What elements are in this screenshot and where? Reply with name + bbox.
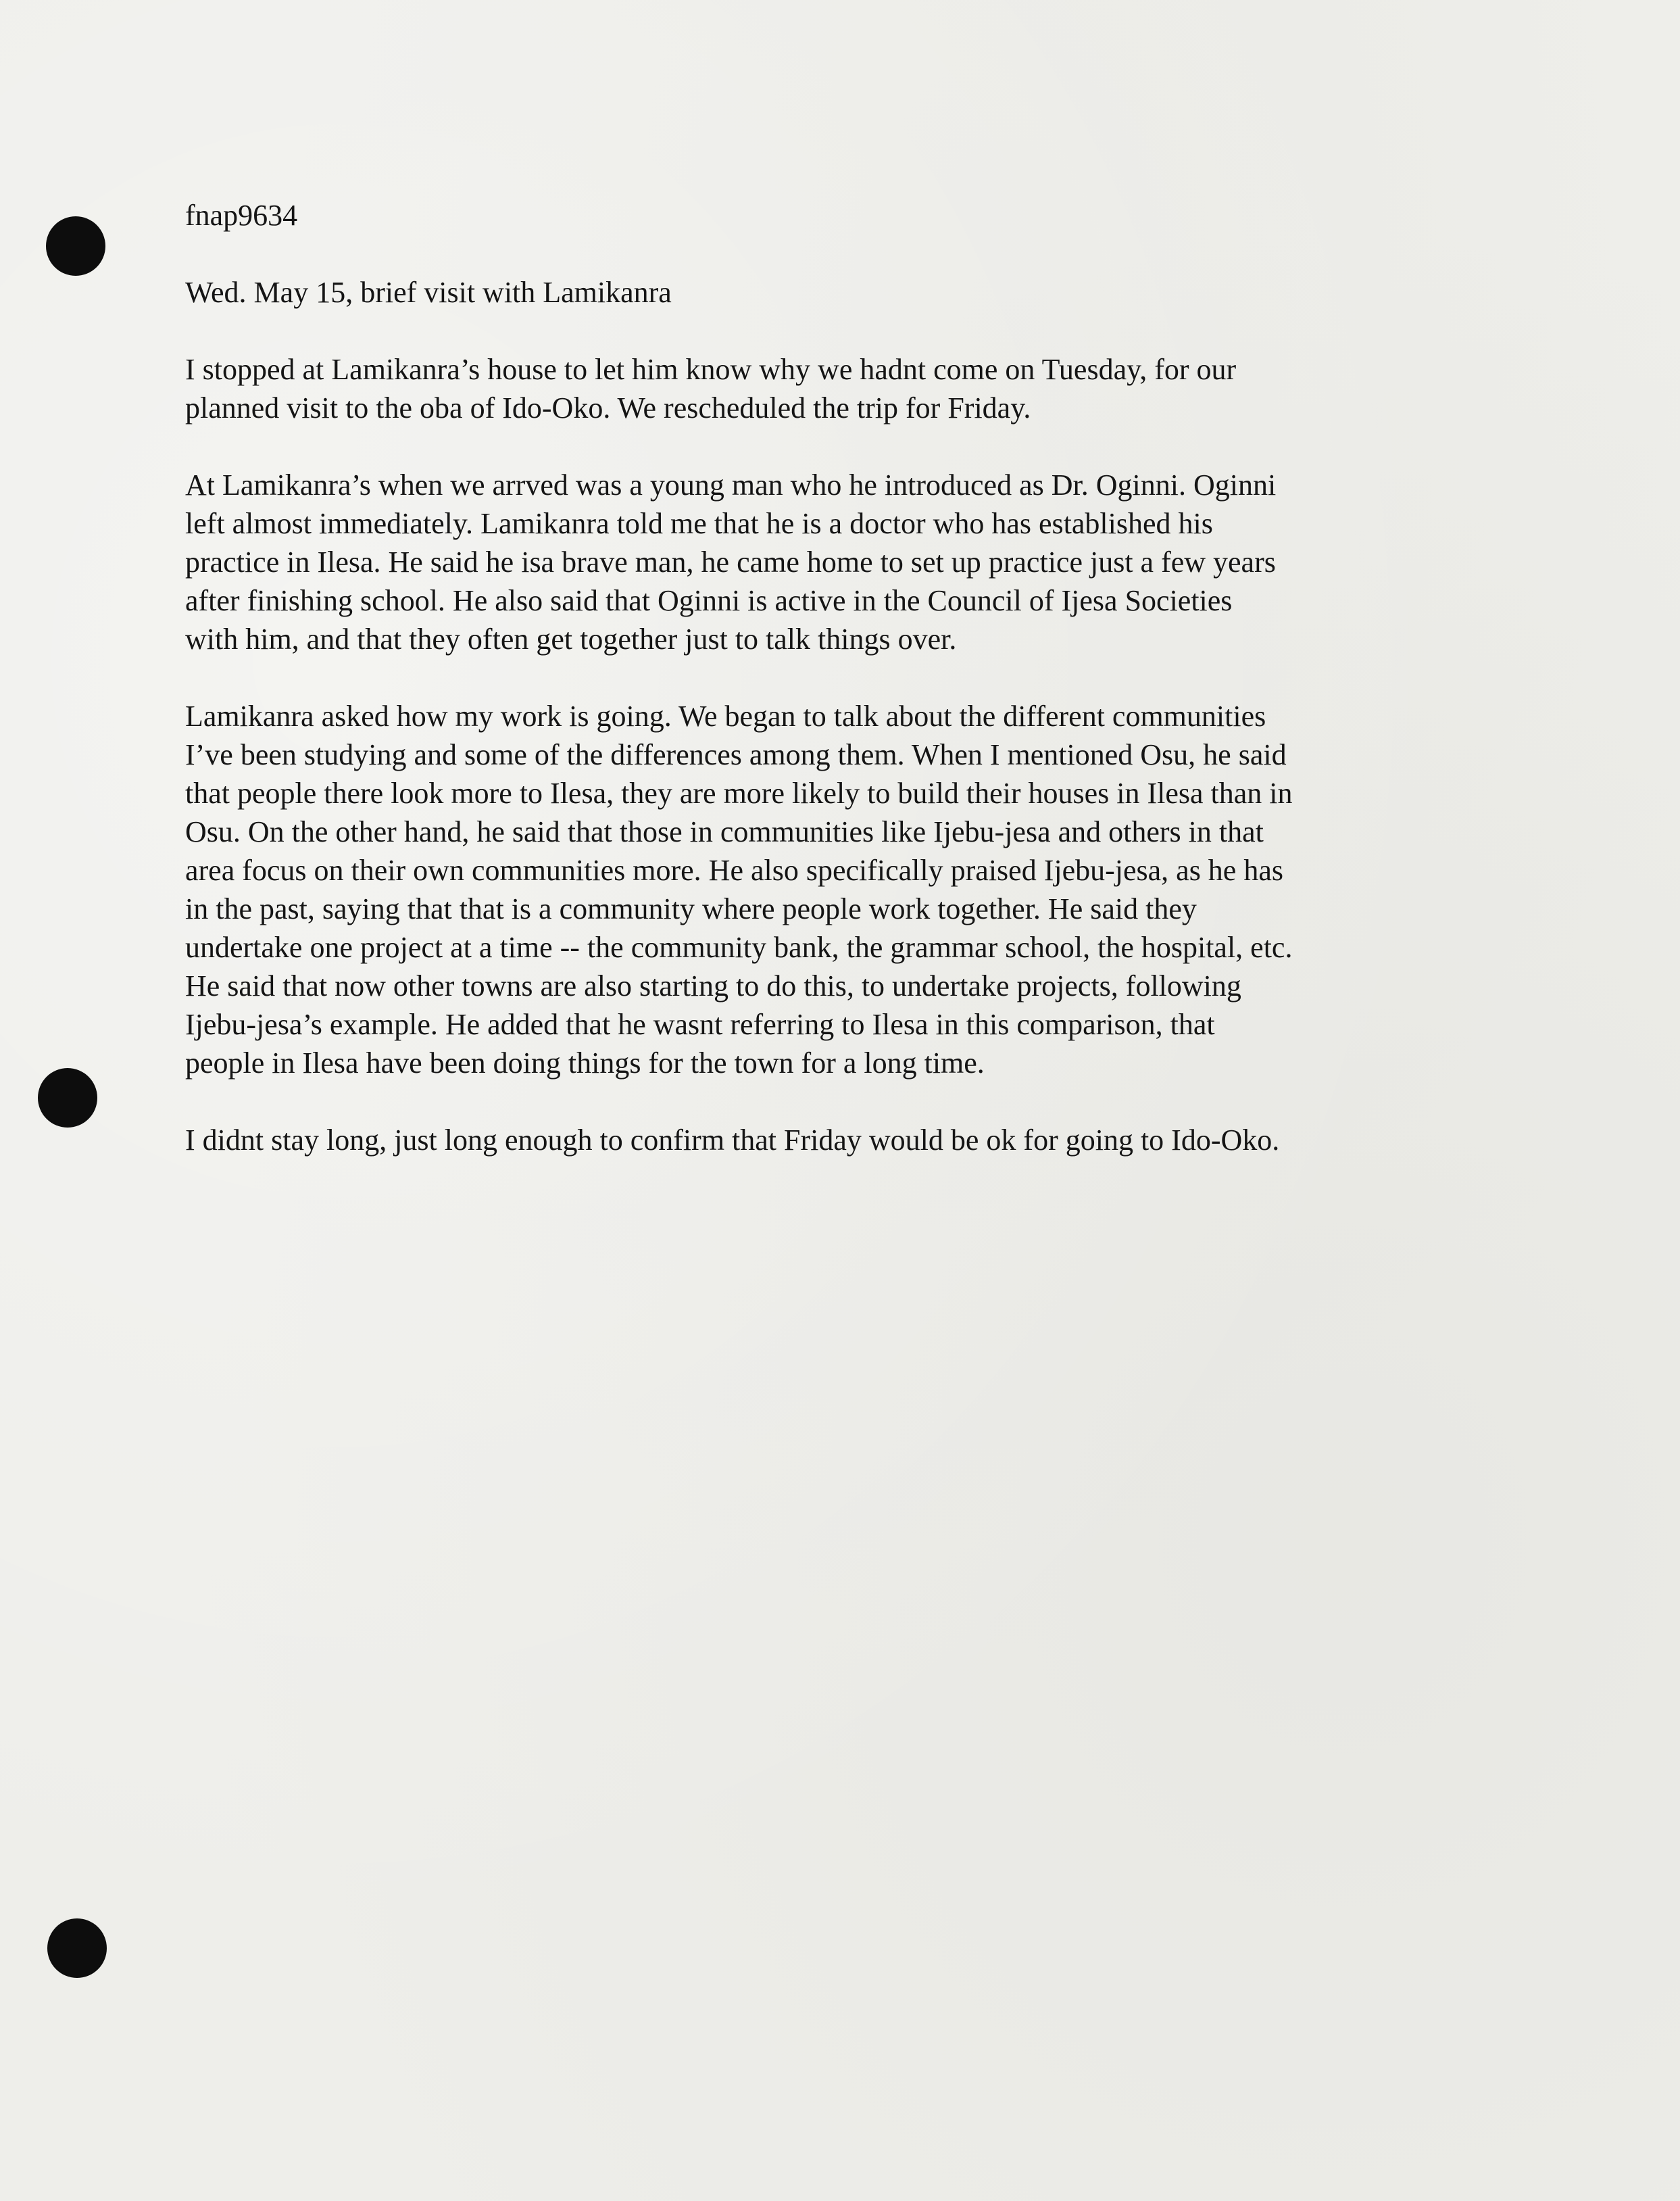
text-line: practice in Ilesa. He said he isa brave man, he came home to set up practice just a few years — [185, 546, 1276, 579]
punch-hole-bottom — [47, 1918, 107, 1978]
document-heading: Wed. May 15, brief visit with Lamikanra — [185, 276, 672, 309]
text-line: He said that now other towns are also starting to do this, to undertake projects, following — [185, 969, 1241, 1002]
text-line: Ijebu-jesa’s example. He added that he wasnt referring to Ilesa in this comparison, that — [185, 1008, 1215, 1041]
text-line: At Lamikanra’s when we arrved was a young man who he introduced as Dr. Oginni. Oginni — [185, 468, 1277, 502]
text-line: area focus on their own communities more. He also specifically praised Ijebu-jesa, as he has — [185, 854, 1283, 887]
text-line: undertake one project at a time -- the community bank, the grammar school, the hospital, etc. — [185, 931, 1293, 964]
text-line: planned visit to the oba of Ido-Oko. We rescheduled the trip for Friday. — [185, 391, 1031, 425]
punch-hole-top — [46, 216, 105, 276]
punch-hole-middle — [38, 1068, 97, 1128]
text-line: I didnt stay long, just long enough to confirm that Friday would be ok for going to Ido-Oko. — [185, 1123, 1280, 1157]
text-line: that people there look more to Ilesa, they are more likely to build their houses in Ilesa than in — [185, 777, 1293, 810]
text-line: in the past, saying that that is a community where people work together. He said they — [185, 892, 1197, 925]
paragraph-3 — [185, 697, 1577, 1082]
text-line: with him, and that they often get together just to talk things over. — [185, 623, 957, 656]
text-line: I stopped at Lamikanra’s house to let him know why we hadnt come on Tuesday, for our — [185, 353, 1237, 386]
document-body — [185, 196, 1577, 1198]
text-line: left almost immediately. Lamikanra told me that he is a doctor who has established his — [185, 507, 1213, 540]
paragraph-4 — [185, 1121, 1577, 1159]
paragraph-1 — [185, 350, 1577, 427]
text-line: after finishing school. He also said that Oginni is active in the Council of Ijesa Societies — [185, 584, 1233, 617]
document-id: fnap9634 — [185, 199, 298, 232]
text-line: I’ve been studying and some of the differences among them. When I mentioned Osu, he said — [185, 738, 1287, 771]
text-line: people in Ilesa have been doing things for the town for a long time. — [185, 1046, 985, 1080]
text-line: Osu. On the other hand, he said that those in communities like Ijebu-jesa and others in that — [185, 815, 1264, 848]
text-line: Lamikanra asked how my work is going. We began to talk about the different communities — [185, 700, 1266, 733]
paragraph-2 — [185, 466, 1577, 658]
